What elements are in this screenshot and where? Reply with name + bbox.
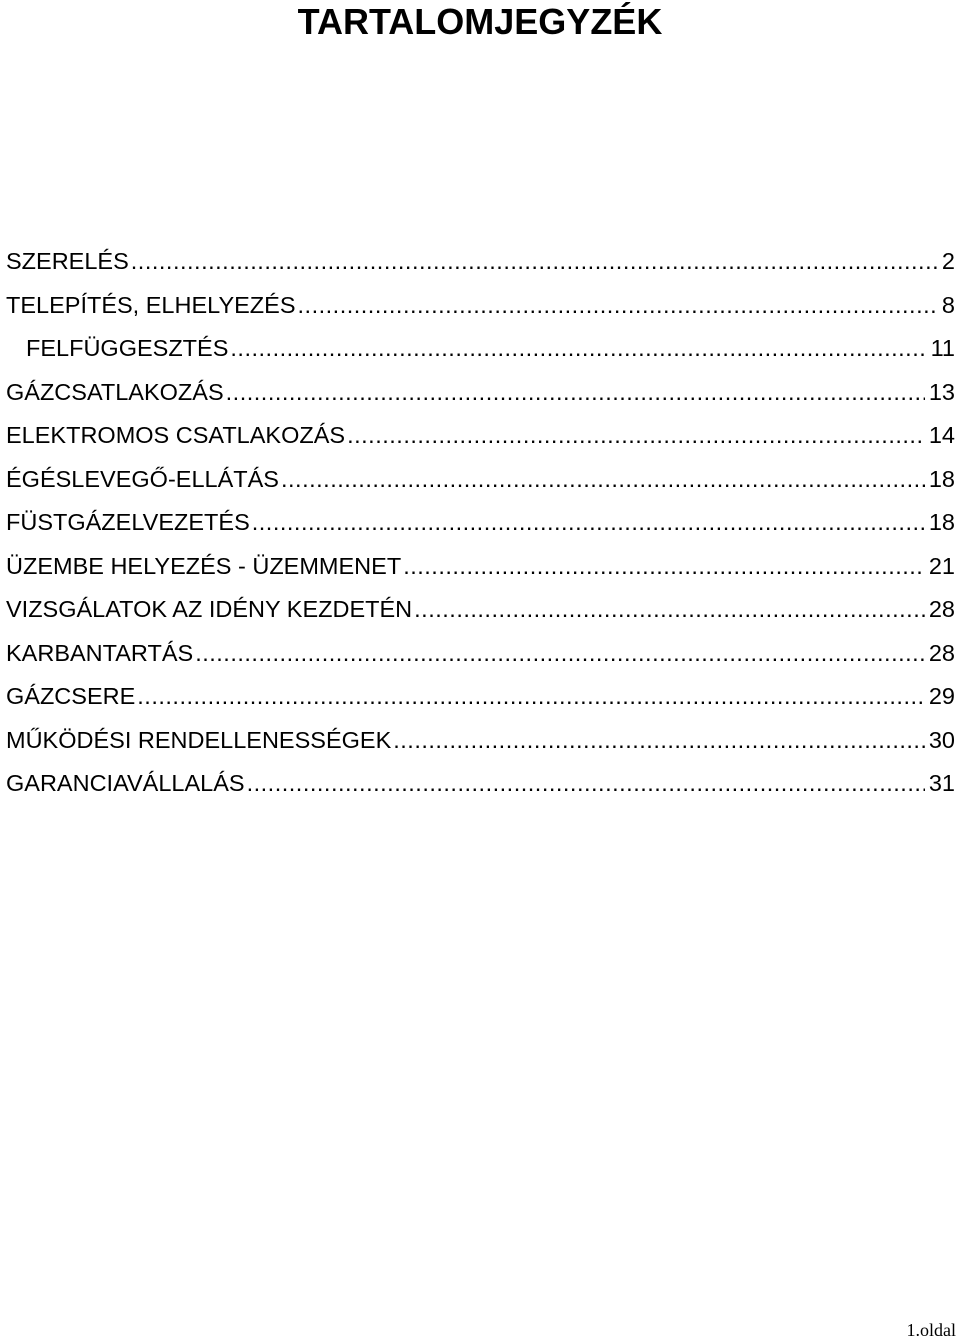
toc-dot-leader	[230, 327, 926, 371]
toc-dot-leader	[393, 719, 925, 763]
toc-entry-label: SZERELÉS	[6, 248, 129, 274]
table-of-contents	[6, 240, 955, 806]
toc-entry-label: VIZSGÁLATOK AZ IDÉNY KEZDETÉN	[6, 596, 413, 622]
page-number-footer: 1.oldal	[906, 1320, 956, 1340]
toc-entry-label: GÁZCSERE	[6, 683, 136, 709]
toc-entry-uzembe-helyezes[interactable]	[6, 545, 955, 589]
toc-dot-leader	[252, 501, 925, 545]
toc-page-number: 28	[928, 596, 955, 622]
toc-page-number: 8	[941, 291, 955, 318]
toc-entry-label: ÉGÉSLEVEGŐ-ELLÁTÁS	[6, 465, 279, 492]
toc-entry-label: MŰKÖDÉSI RENDELLENESSÉGEK	[6, 726, 392, 753]
toc-entry-felfuggesztes[interactable]	[6, 327, 955, 371]
toc-entry-gazcsatlakozas[interactable]	[6, 371, 955, 415]
toc-page-number: 13	[928, 378, 955, 405]
toc-page-number: 18	[928, 465, 955, 492]
toc-dot-leader	[347, 414, 925, 458]
toc-entry-elektromos-csatlakozas[interactable]	[6, 414, 955, 458]
toc-dot-leader	[226, 371, 925, 415]
toc-page-number: 11	[930, 335, 955, 361]
toc-entry-label: TELEPÍTÉS, ELHELYEZÉS	[6, 291, 296, 318]
toc-page-number: 30	[928, 726, 955, 753]
toc-entry-szereles[interactable]	[6, 240, 955, 284]
toc-dot-leader	[247, 762, 925, 806]
toc-entry-gazcsere[interactable]	[6, 675, 955, 719]
toc-entry-vizsgalatok[interactable]	[6, 588, 955, 632]
toc-dot-leader	[403, 545, 925, 589]
toc-page-number: 29	[928, 683, 955, 709]
toc-entry-garanciavallalas[interactable]	[6, 762, 955, 806]
toc-entry-label: GÁZCSATLAKOZÁS	[6, 378, 224, 405]
toc-page-number: 18	[928, 509, 955, 535]
toc-entry-fustgazelvezetes[interactable]	[6, 501, 955, 545]
toc-page-number: 14	[928, 422, 955, 448]
toc-page-number: 28	[928, 639, 955, 666]
toc-entry-label: GARANCIAVÁLLALÁS	[6, 770, 245, 796]
toc-entry-telepites[interactable]	[6, 284, 955, 328]
toc-entry-egeslevego-ellatas[interactable]	[6, 458, 955, 502]
toc-page-number: 31	[928, 770, 955, 796]
toc-entry-mukodesi-rendellenessegek[interactable]	[6, 719, 955, 763]
toc-entry-label: FÜSTGÁZELVEZETÉS	[6, 509, 250, 535]
toc-entry-label: ELEKTROMOS CSATLAKOZÁS	[6, 422, 346, 448]
toc-dot-leader	[414, 588, 925, 632]
toc-dot-leader	[195, 632, 925, 676]
page-title: TARTALOMJEGYZÉK	[297, 1, 663, 42]
toc-entry-karbantartas[interactable]	[6, 632, 955, 676]
toc-dot-leader	[131, 240, 938, 284]
toc-page-number: 21	[928, 552, 955, 579]
toc-entry-label: KARBANTARTÁS	[6, 639, 194, 666]
toc-entry-label: ÜZEMBE HELYEZÉS - ÜZEMMENET	[6, 552, 402, 579]
toc-dot-leader	[281, 458, 925, 502]
toc-dot-leader	[298, 284, 938, 328]
toc-entry-label: FELFÜGGESZTÉS	[26, 335, 229, 361]
toc-dot-leader	[137, 675, 925, 719]
toc-page-number: 2	[941, 248, 955, 274]
